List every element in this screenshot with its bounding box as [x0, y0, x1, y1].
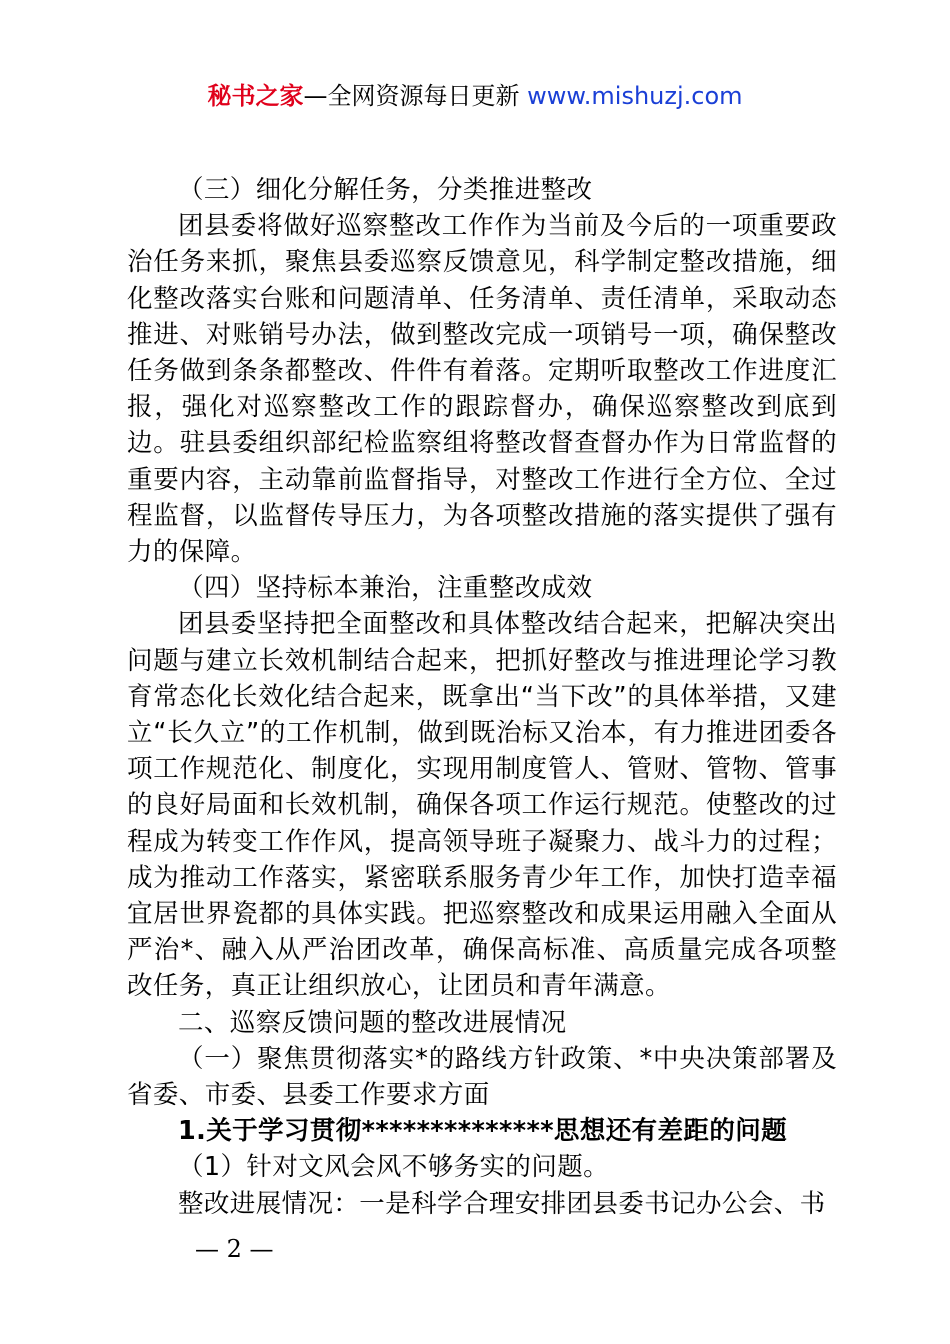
- page-number: — 2 —: [195, 1235, 274, 1263]
- document-body: [127, 172, 837, 1222]
- site-header: [0, 80, 950, 112]
- section-heading-3: （三）细化分解任务，分类推进整改: [178, 175, 593, 205]
- subsection-heading-1: （一）聚焦贯彻落实*的路线方针政策、*中央决策部署及省委、市委、县委工作要求方面: [127, 1043, 837, 1111]
- body-paragraph: 整改进展情况：一是科学合理安排团县委书记办公会、书: [178, 1188, 826, 1219]
- body-paragraph: 团县委坚持把全面整改和具体整改结合起来，把解决突出问题与建立长效机制结合起来，把抓好整改与推进理论学习教育常态化长效化结合起来，既拿出“当下改”的具体举措，又建立“长久立”的工作机制，做到既治标又治本，有力推进团委各项工作规范化、制度化，实现用制度管人、管财、管物、管事的良好局面和长效机制，确保各项工作运行规范。使整改的过程成为转变工作作风，提高领导班子凝聚力、战斗力的过程；成为推动工作落实，紧密联系服务青少年工作，加快打造幸福宜居世界瓷都的具体实践。把巡察整改和成果运用融入全面从严治*、融入从严治团改革，确保高标准、高质量完成各项整改任务，真正让组织放心，让团员和青年满意。: [127, 609, 837, 1002]
- body-paragraph: 团县委将做好巡察整改工作作为当前及今后的一项重要政治任务来抓，聚焦县委巡察反馈意见，科学制定整改措施，细化整改落实台账和问题清单、任务清单、责任清单，采取动态推进、对账销号办法，做到整改完成一项销号一项，确保整改任务做到条条都整改、件件有着落。定期听取整改工作进度汇报，强化对巡察整改工作的跟踪督办，确保巡察整改到底到边。驻县委组织部纪检监察组将整改督查督办作为日常监督的重要内容，主动靠前监督指导，对整改工作进行全方位、全过程监督，以监督传导压力，为各项整改措施的落实提供了强有力的保障。: [127, 211, 837, 568]
- item-subheading-1: （1）针对文风会风不够务实的问题。: [178, 1152, 610, 1183]
- chapter-heading-2: 二、巡察反馈问题的整改进展情况: [178, 1007, 567, 1038]
- website-link[interactable]: www.mishuzj.com: [527, 82, 743, 110]
- header-slogan: —全网资源每日更新: [303, 82, 528, 110]
- item-heading-1: 1.关于学习贯彻**************思想还有差距的问题: [178, 1116, 788, 1147]
- section-heading-4: （四）坚持标本兼治，注重整改成效: [178, 573, 593, 604]
- brand-name: 秘书之家: [207, 82, 304, 110]
